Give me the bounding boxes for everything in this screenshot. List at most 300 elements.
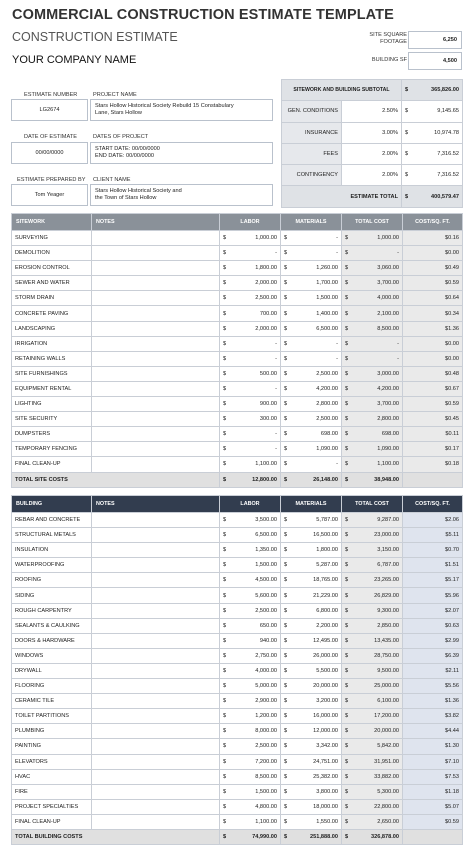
total-row — [12, 829, 463, 844]
materials-cell[interactable]: $ 1,400.00 — [281, 306, 342, 321]
summary-amount: $ 9,145.65 — [402, 101, 463, 122]
item-name: CERAMIC TILE — [12, 694, 92, 709]
building-col-header: BUILDING — [12, 496, 92, 513]
cost-sqft-cell: $1.36 — [403, 321, 463, 336]
labor-cell[interactable]: $ - — [220, 351, 281, 366]
total-cost-cell: $ 25,000.00 — [342, 679, 403, 694]
item-name: SITE FURNISHINGS — [12, 366, 92, 381]
materials-cell[interactable]: $ 2,500.00 — [281, 412, 342, 427]
end-date: END DATE: 00/00/0000 — [95, 153, 154, 159]
labor-cell[interactable]: $ 4,500.00 — [220, 573, 281, 588]
total-cost-cell: $ 4,000.00 — [342, 291, 403, 306]
site-sqft-value[interactable]: 6,250 — [408, 31, 462, 49]
summary-row — [282, 122, 463, 143]
item-name: FLOORING — [12, 679, 92, 694]
table-row — [12, 442, 463, 457]
notes-cell[interactable] — [92, 513, 220, 528]
item-name: SURVEYING — [12, 231, 92, 246]
notes-cell[interactable] — [92, 231, 220, 246]
materials-cell[interactable]: $ 16,500.00 — [281, 528, 342, 543]
labor-cell[interactable]: $ 7,200.00 — [220, 754, 281, 769]
notes-cell[interactable] — [92, 724, 220, 739]
building-header-row — [12, 496, 463, 513]
labor-cell[interactable]: $ 1,000.00 — [220, 231, 281, 246]
summary-amount: $ 7,316.52 — [402, 143, 463, 164]
notes-cell[interactable] — [92, 336, 220, 351]
table-row — [12, 291, 463, 306]
cost-sqft-cell: $0.17 — [403, 442, 463, 457]
sitework-col-header: SITEWORK — [12, 214, 92, 231]
total-cost-cell: $ - — [342, 246, 403, 261]
item-name: RETAINING WALLS — [12, 351, 92, 366]
total-cost-cell: $ 1,100.00 — [342, 457, 403, 472]
estimate-total-value: $ 400,579.47 — [402, 186, 463, 207]
notes-cell[interactable] — [92, 603, 220, 618]
building-sf-label: BUILDING SF — [371, 57, 407, 63]
cost-sqft-cell: $6.39 — [403, 648, 463, 663]
total-cost-cell: $ - — [342, 336, 403, 351]
labor-cell[interactable]: $ 5,000.00 — [220, 679, 281, 694]
table-row — [12, 679, 463, 694]
table-row — [12, 739, 463, 754]
estimate-number-label: ESTIMATE NUMBER — [24, 92, 78, 98]
notes-cell[interactable] — [92, 306, 220, 321]
labor-cell[interactable]: $ 300.00 — [220, 412, 281, 427]
materials-cell[interactable]: $ 26,000.00 — [281, 648, 342, 663]
materials-cell[interactable]: $ 1,550.00 — [281, 814, 342, 829]
total-materials: $ 251,888.00 — [281, 829, 342, 844]
materials-cell[interactable]: $ - — [281, 336, 342, 351]
date-of-estimate-field[interactable]: 00/00/0000 — [11, 142, 88, 164]
item-name: REBAR AND CONCRETE — [12, 513, 92, 528]
total-cost-cell: $ 13,435.00 — [342, 633, 403, 648]
labor-cell[interactable]: $ 1,100.00 — [220, 814, 281, 829]
item-name: EQUIPMENT RENTAL — [12, 381, 92, 396]
item-name: PLUMBING — [12, 724, 92, 739]
notes-cell[interactable] — [92, 558, 220, 573]
materials-cell[interactable]: $ - — [281, 457, 342, 472]
cost-sqft-cell: $0.18 — [403, 457, 463, 472]
summary-amount: $ 7,316.52 — [402, 165, 463, 186]
materials-cell[interactable]: $ 1,090.00 — [281, 442, 342, 457]
cost-sqft-cell: $5.17 — [403, 573, 463, 588]
materials-cell[interactable]: $ 4,200.00 — [281, 381, 342, 396]
table-row — [12, 799, 463, 814]
item-name: SITE SECURITY — [12, 412, 92, 427]
notes-cell[interactable] — [92, 784, 220, 799]
materials-cell[interactable]: $ 3,342.00 — [281, 739, 342, 754]
materials-cell[interactable]: $ 1,800.00 — [281, 543, 342, 558]
table-row — [12, 784, 463, 799]
item-name: ROUGH CARPENTRY — [12, 603, 92, 618]
item-name: DEMOLITION — [12, 246, 92, 261]
total-cost-cell: $ - — [342, 351, 403, 366]
table-row — [12, 724, 463, 739]
dates-of-project-field[interactable] — [90, 142, 273, 164]
item-name: PROJECT SPECIALTIES — [12, 799, 92, 814]
labor-cell[interactable]: $ 650.00 — [220, 618, 281, 633]
item-name: IRRIGATION — [12, 336, 92, 351]
total-cost-cell: $ 2,850.00 — [342, 618, 403, 633]
cost-sqft-cell: $0.16 — [403, 231, 463, 246]
item-name: DOORS & HARDWARE — [12, 633, 92, 648]
notes-cell[interactable] — [92, 397, 220, 412]
summary-label: INSURANCE — [282, 122, 342, 143]
cost-sqft-cell: $2.07 — [403, 603, 463, 618]
materials-cell[interactable]: $ 1,500.00 — [281, 291, 342, 306]
labor-cell[interactable]: $ 1,800.00 — [220, 261, 281, 276]
total-cost-col-header: TOTAL COST — [342, 214, 403, 231]
cost-sqft-cell: $0.59 — [403, 397, 463, 412]
labor-cell[interactable]: $ 2,900.00 — [220, 694, 281, 709]
table-row — [12, 663, 463, 678]
notes-cell[interactable] — [92, 663, 220, 678]
notes-col-header: NOTES — [92, 496, 220, 513]
total-cost-cell: $ 2,100.00 — [342, 306, 403, 321]
summary-row — [282, 165, 463, 186]
summary-subtotal-row — [282, 80, 463, 101]
table-row — [12, 276, 463, 291]
total-labor: $ 12,800.00 — [220, 472, 281, 487]
total-materials: $ 26,148.00 — [281, 472, 342, 487]
total-cost-cell: $ 3,700.00 — [342, 276, 403, 291]
labor-cell[interactable]: $ 6,500.00 — [220, 528, 281, 543]
total-sqft-empty — [403, 472, 463, 487]
site-sqft-label: SITE SQUARE FOOTAGE — [369, 32, 407, 45]
table-row — [12, 366, 463, 381]
table-row — [12, 573, 463, 588]
labor-cell[interactable]: $ 8,000.00 — [220, 724, 281, 739]
total-label: TOTAL SITE COSTS — [12, 472, 220, 487]
prepared-by-label: ESTIMATE PREPARED BY — [17, 177, 86, 183]
notes-cell[interactable] — [92, 814, 220, 829]
materials-col-header: MATERIALS — [281, 214, 342, 231]
total-labor: $ 74,990.00 — [220, 829, 281, 844]
materials-cell[interactable]: $ 21,229.00 — [281, 588, 342, 603]
labor-cell[interactable]: $ - — [220, 381, 281, 396]
total-cost-cell: $ 698.00 — [342, 427, 403, 442]
materials-cell[interactable]: $ 2,200.00 — [281, 618, 342, 633]
notes-cell[interactable] — [92, 381, 220, 396]
labor-cell[interactable]: $ 1,100.00 — [220, 457, 281, 472]
total-sqft-empty — [403, 829, 463, 844]
total-cost-cell: $ 23,265.00 — [342, 573, 403, 588]
notes-cell[interactable] — [92, 648, 220, 663]
item-name: LIGHTING — [12, 397, 92, 412]
labor-cell[interactable]: $ 2,000.00 — [220, 321, 281, 336]
cost-sqft-cell: $0.59 — [403, 814, 463, 829]
notes-cell[interactable] — [92, 633, 220, 648]
table-row — [12, 709, 463, 724]
table-row — [12, 648, 463, 663]
total-cost-cell: $ 22,800.00 — [342, 799, 403, 814]
materials-cell[interactable]: $ 18,000.00 — [281, 799, 342, 814]
notes-cell[interactable] — [92, 694, 220, 709]
labor-cell[interactable]: $ - — [220, 246, 281, 261]
table-row — [12, 457, 463, 472]
labor-col-header: LABOR — [220, 496, 281, 513]
table-row — [12, 381, 463, 396]
notes-cell[interactable] — [92, 739, 220, 754]
notes-cell[interactable] — [92, 754, 220, 769]
table-row — [12, 603, 463, 618]
summary-label: GEN. CONDITIONS — [282, 101, 342, 122]
labor-cell[interactable]: $ 2,500.00 — [220, 291, 281, 306]
notes-cell[interactable] — [92, 442, 220, 457]
table-row — [12, 558, 463, 573]
cost-sqft-cell: $0.00 — [403, 336, 463, 351]
item-name: LANDSCAPING — [12, 321, 92, 336]
total-cost-cell: $ 33,882.00 — [342, 769, 403, 784]
cost-sqft-cell: $1.51 — [403, 558, 463, 573]
materials-cell[interactable]: $ 18,765.00 — [281, 573, 342, 588]
notes-cell[interactable] — [92, 351, 220, 366]
total-cost-cell: $ 9,500.00 — [342, 663, 403, 678]
notes-cell[interactable] — [92, 291, 220, 306]
labor-cell[interactable]: $ 940.00 — [220, 633, 281, 648]
materials-cell[interactable]: $ 1,260.00 — [281, 261, 342, 276]
date-of-estimate-label: DATE OF ESTIMATE — [24, 134, 77, 140]
cost-sqft-cell: $0.70 — [403, 543, 463, 558]
labor-cell[interactable]: $ 4,000.00 — [220, 663, 281, 678]
cost-sqft-cell: $7.53 — [403, 769, 463, 784]
item-name: WATERPROOFING — [12, 558, 92, 573]
notes-cell[interactable] — [92, 588, 220, 603]
summary-row — [282, 101, 463, 122]
total-cost-cell: $ 3,060.00 — [342, 261, 403, 276]
notes-cell[interactable] — [92, 709, 220, 724]
building-sf-value[interactable]: 4,500 — [408, 52, 462, 70]
table-row — [12, 231, 463, 246]
item-name: HVAC — [12, 769, 92, 784]
cost-sqft-cell: $7.10 — [403, 754, 463, 769]
notes-cell[interactable] — [92, 321, 220, 336]
cost-sqft-cell: $2.06 — [403, 513, 463, 528]
item-name: ELEVATORS — [12, 754, 92, 769]
total-label: TOTAL BUILDING COSTS — [12, 829, 220, 844]
table-row — [12, 618, 463, 633]
labor-cell[interactable]: $ 900.00 — [220, 397, 281, 412]
labor-cell[interactable]: $ 3,500.00 — [220, 513, 281, 528]
labor-cell[interactable]: $ 1,500.00 — [220, 784, 281, 799]
materials-cell[interactable]: $ 24,751.00 — [281, 754, 342, 769]
table-row — [12, 513, 463, 528]
notes-cell[interactable] — [92, 799, 220, 814]
summary-total-row — [282, 186, 463, 207]
cost-sqft-col-header: COST/SQ. FT. — [403, 214, 463, 231]
cost-sqft-cell: $5.11 — [403, 528, 463, 543]
labor-cell[interactable]: $ 1,350.00 — [220, 543, 281, 558]
item-name: DRYWALL — [12, 663, 92, 678]
materials-cell[interactable]: $ 2,800.00 — [281, 397, 342, 412]
cost-sqft-cell: $0.63 — [403, 618, 463, 633]
notes-cell[interactable] — [92, 246, 220, 261]
materials-cell[interactable]: $ 3,200.00 — [281, 694, 342, 709]
total-cost-col-header: TOTAL COST — [342, 496, 403, 513]
labor-cell[interactable]: $ 2,750.00 — [220, 648, 281, 663]
cost-sqft-cell: $1.36 — [403, 694, 463, 709]
item-name: STRUCTURAL METALS — [12, 528, 92, 543]
total-cost-cell: $ 26,829.00 — [342, 588, 403, 603]
item-name: STORM DRAIN — [12, 291, 92, 306]
materials-cell[interactable]: $ 5,500.00 — [281, 663, 342, 678]
cost-sqft-cell: $1.30 — [403, 739, 463, 754]
start-date: START DATE: 00/00/0000 — [95, 146, 160, 152]
materials-cell[interactable]: $ 16,000.00 — [281, 709, 342, 724]
total-cost-cell: $ 9,287.00 — [342, 513, 403, 528]
materials-cell[interactable]: $ 12,495.00 — [281, 633, 342, 648]
total-cost-cell: $ 3,700.00 — [342, 397, 403, 412]
labor-cell[interactable]: $ - — [220, 427, 281, 442]
materials-cell[interactable]: $ 1,700.00 — [281, 276, 342, 291]
total-cost-cell: $ 17,200.00 — [342, 709, 403, 724]
subtotal-value: $ 365,826.00 — [402, 80, 463, 101]
item-name: TEMPORARY FENCING — [12, 442, 92, 457]
labor-cell[interactable]: $ 2,500.00 — [220, 739, 281, 754]
materials-cell[interactable]: $ 12,000.00 — [281, 724, 342, 739]
total-cost-cell: $ 2,800.00 — [342, 412, 403, 427]
labor-cell[interactable]: $ 5,600.00 — [220, 588, 281, 603]
notes-cell[interactable] — [92, 412, 220, 427]
materials-cell[interactable]: $ 698.00 — [281, 427, 342, 442]
materials-cell[interactable]: $ 5,287.00 — [281, 558, 342, 573]
cost-sqft-cell: $2.99 — [403, 633, 463, 648]
estimate-summary-table — [281, 79, 463, 208]
summary-pct[interactable]: 2.00% — [342, 143, 402, 164]
total-cost: $ 326,878.00 — [342, 829, 403, 844]
total-row — [12, 472, 463, 487]
notes-cell[interactable] — [92, 457, 220, 472]
summary-label: FEES — [282, 143, 342, 164]
cost-sqft-cell: $5.07 — [403, 799, 463, 814]
table-row — [12, 246, 463, 261]
notes-cell[interactable] — [92, 679, 220, 694]
labor-cell[interactable]: $ 2,500.00 — [220, 603, 281, 618]
item-name: PAINTING — [12, 739, 92, 754]
cost-sqft-cell: $0.00 — [403, 246, 463, 261]
table-row — [12, 397, 463, 412]
cost-sqft-cell: $0.67 — [403, 381, 463, 396]
materials-cell[interactable]: $ 3,800.00 — [281, 784, 342, 799]
cost-sqft-col-header: COST/SQ. FT. — [403, 496, 463, 513]
table-row — [12, 588, 463, 603]
total-cost: $ 38,948.00 — [342, 472, 403, 487]
item-name: FINAL CLEAN-UP — [12, 457, 92, 472]
table-row — [12, 814, 463, 829]
subtotal-label: SITEWORK AND BUILDING SUBTOTAL — [282, 80, 402, 101]
building-table — [11, 495, 463, 845]
total-cost-cell: $ 20,000.00 — [342, 724, 403, 739]
materials-cell[interactable]: $ 6,800.00 — [281, 603, 342, 618]
labor-cell[interactable]: $ 1,200.00 — [220, 709, 281, 724]
notes-col-header: NOTES — [92, 214, 220, 231]
notes-cell[interactable] — [92, 528, 220, 543]
cost-sqft-cell: $0.49 — [403, 261, 463, 276]
notes-cell[interactable] — [92, 366, 220, 381]
notes-cell[interactable] — [92, 573, 220, 588]
table-row — [12, 633, 463, 648]
item-name: EROSION CONTROL — [12, 261, 92, 276]
labor-cell[interactable]: $ - — [220, 442, 281, 457]
cost-sqft-cell: $4.44 — [403, 724, 463, 739]
total-cost-cell: $ 1,000.00 — [342, 231, 403, 246]
table-row — [12, 321, 463, 336]
sitework-header-row — [12, 214, 463, 231]
summary-pct[interactable]: 2.00% — [342, 165, 402, 186]
cost-sqft-cell: $0.64 — [403, 291, 463, 306]
labor-cell[interactable]: $ 8,500.00 — [220, 769, 281, 784]
materials-cell[interactable]: $ 25,382.00 — [281, 769, 342, 784]
notes-cell[interactable] — [92, 543, 220, 558]
materials-cell[interactable]: $ - — [281, 231, 342, 246]
item-name: INSULATION — [12, 543, 92, 558]
labor-cell[interactable]: $ 700.00 — [220, 306, 281, 321]
summary-pct[interactable]: 2.50% — [342, 101, 402, 122]
cost-sqft-cell: $0.34 — [403, 306, 463, 321]
table-row — [12, 427, 463, 442]
project-name-label: PROJECT NAME — [93, 92, 137, 98]
prepared-by-field[interactable]: Tom Yeager — [11, 184, 88, 206]
summary-row — [282, 143, 463, 164]
materials-cell[interactable]: $ - — [281, 246, 342, 261]
materials-cell[interactable]: $ - — [281, 351, 342, 366]
estimate-number-field[interactable]: LG2674 — [11, 99, 88, 121]
notes-cell[interactable] — [92, 769, 220, 784]
table-row — [12, 769, 463, 784]
notes-cell[interactable] — [92, 427, 220, 442]
cost-sqft-cell: $0.45 — [403, 412, 463, 427]
summary-label: CONTINGENCY — [282, 165, 342, 186]
labor-col-header: LABOR — [220, 214, 281, 231]
total-cost-cell: $ 6,100.00 — [342, 694, 403, 709]
labor-cell[interactable]: $ 4,800.00 — [220, 799, 281, 814]
materials-cell[interactable]: $ 2,500.00 — [281, 366, 342, 381]
materials-cell[interactable]: $ 5,787.00 — [281, 513, 342, 528]
cost-sqft-cell: $0.11 — [403, 427, 463, 442]
labor-cell[interactable]: $ 2,000.00 — [220, 276, 281, 291]
item-name: WINDOWS — [12, 648, 92, 663]
company-name[interactable]: YOUR COMPANY NAME — [12, 54, 137, 66]
table-row — [12, 694, 463, 709]
materials-col-header: MATERIALS — [281, 496, 342, 513]
total-cost-cell: $ 5,842.00 — [342, 739, 403, 754]
summary-pct[interactable]: 3.00% — [342, 122, 402, 143]
materials-cell[interactable]: $ 20,000.00 — [281, 679, 342, 694]
project-name-field[interactable]: Stars Hollow Historical Society Rebuild 15 Constabulary Lane, Stars Hollow — [90, 99, 273, 121]
client-name-field[interactable]: Stars Hollow Historical Society and the Town of Stars Hollow — [90, 184, 273, 206]
labor-cell[interactable]: $ - — [220, 336, 281, 351]
total-cost-cell: $ 6,787.00 — [342, 558, 403, 573]
materials-cell[interactable]: $ 6,500.00 — [281, 321, 342, 336]
summary-amount: $ 10,974.78 — [402, 122, 463, 143]
notes-cell[interactable] — [92, 261, 220, 276]
cost-sqft-cell: $5.96 — [403, 588, 463, 603]
total-cost-cell: $ 31,951.00 — [342, 754, 403, 769]
item-name: FIRE — [12, 784, 92, 799]
sitework-table — [11, 213, 463, 488]
page-title: COMMERCIAL CONSTRUCTION ESTIMATE TEMPLATE — [12, 7, 394, 23]
notes-cell[interactable] — [92, 618, 220, 633]
item-name: DUMPSTERS — [12, 427, 92, 442]
cost-sqft-cell: $3.82 — [403, 709, 463, 724]
table-row — [12, 261, 463, 276]
dates-of-project-label: DATES OF PROJECT — [93, 134, 149, 140]
item-name: SEALANTS & CAULKING — [12, 618, 92, 633]
labor-cell[interactable]: $ 1,500.00 — [220, 558, 281, 573]
labor-cell[interactable]: $ 500.00 — [220, 366, 281, 381]
notes-cell[interactable] — [92, 276, 220, 291]
total-cost-cell: $ 23,000.00 — [342, 528, 403, 543]
